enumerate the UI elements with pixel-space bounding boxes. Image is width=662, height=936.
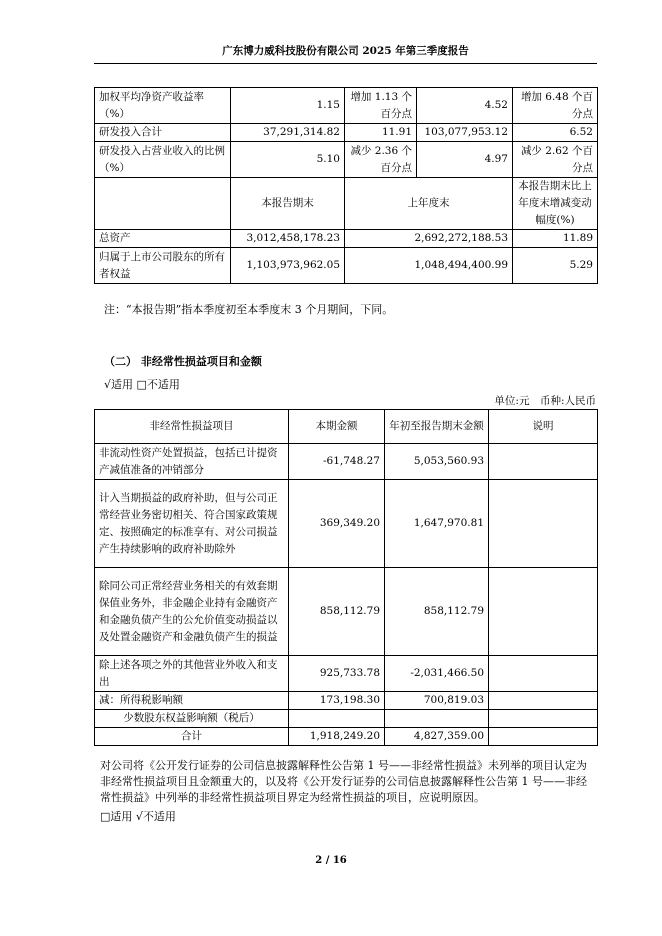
col-header-item: 非经常性损益项目 xyxy=(95,410,289,444)
item-cell: 除上述各项之外的其他营业外收入和支出 xyxy=(95,656,289,692)
cell-ytd: 4.97 xyxy=(417,142,513,178)
cell-current: 5.10 xyxy=(231,142,345,178)
col-header-prev: 上年度末 xyxy=(345,178,513,230)
table-row xyxy=(95,480,598,568)
table-row xyxy=(95,710,598,728)
financial-indicators-table xyxy=(94,87,598,284)
cell-current: 3,012,458,178.23 xyxy=(231,230,345,248)
desc-cell xyxy=(489,656,598,692)
table-row xyxy=(95,444,598,480)
ytd-cell xyxy=(385,710,489,728)
item-cell: 合计 xyxy=(95,728,289,746)
desc-cell xyxy=(489,692,598,710)
current-cell: 858,112.79 xyxy=(289,568,385,656)
row-label: 研发投入合计 xyxy=(95,124,231,142)
ytd-cell: 700,819.03 xyxy=(385,692,489,710)
ytd-cell: 1,647,970.81 xyxy=(385,480,489,568)
current-cell: -61,748.27 xyxy=(289,444,385,480)
cell-current: 1.15 xyxy=(231,88,345,124)
col-header-current: 本报告期末 xyxy=(231,178,345,230)
cell-prev: 2,692,272,188.53 xyxy=(345,230,513,248)
desc-cell xyxy=(489,480,598,568)
cell-change: 5.29 xyxy=(513,248,598,284)
cell-current: 1,103,973,962.05 xyxy=(231,248,345,284)
row-label: 总资产 xyxy=(95,230,231,248)
current-cell: 925,733.78 xyxy=(289,656,385,692)
header-rule xyxy=(94,63,597,64)
ytd-cell: -2,031,466.50 xyxy=(385,656,489,692)
item-cell: 计入当期损益的政府补助，但与公司正常经营业务密切相关、符合国家政策规定、按照确定的标准享有、对公司损益产生持续影响的政府补助除外 xyxy=(95,480,289,568)
current-cell xyxy=(289,710,385,728)
current-cell: 173,198.30 xyxy=(289,692,385,710)
explanation-paragraph: 对公司将《公开发行证券的公司信息披露解释性公告第 1 号——非经常性损益》未列举的项目认定为非经常性损益项目且金额重大的，以及将《公开发行证券的公司信息披露解释性公告第 1 号——非经常性损益》中列举的非经常性损益项目界定为经常性损益的项目，应说明原因。 xyxy=(100,759,587,804)
section-title: （二） 非经常性损益项目和金额 xyxy=(104,355,262,368)
cell-prev: 1,048,494,400.99 xyxy=(345,248,513,284)
row-label: 归属于上市公司股东的所有者权益 xyxy=(95,248,231,284)
unit-currency-line: 单位:元 币种:人民币 xyxy=(494,395,596,407)
desc-cell xyxy=(489,710,598,728)
cell-current: 37,291,314.82 xyxy=(231,124,345,142)
table-row xyxy=(95,568,598,656)
table-row xyxy=(95,142,598,178)
table-row xyxy=(95,692,598,710)
cell-change: 11.89 xyxy=(513,230,598,248)
current-cell: 369,349.20 xyxy=(289,480,385,568)
current-cell: 1,918,249.20 xyxy=(289,728,385,746)
table-total-row xyxy=(95,728,598,746)
col-header-desc: 说明 xyxy=(489,410,598,444)
desc-cell xyxy=(489,728,598,746)
ytd-cell: 4,827,359.00 xyxy=(385,728,489,746)
table-row xyxy=(95,656,598,692)
page-header: 广东博力威科技股份有限公司 2025 年第三季度报告 xyxy=(222,45,469,57)
table-header-row xyxy=(95,410,598,444)
desc-cell xyxy=(489,568,598,656)
page-number: 2 / 16 xyxy=(315,855,347,866)
cell-ytd: 103,077,953.12 xyxy=(417,124,513,142)
col-header-change: 本报告期末比上年度末增减变动幅度(%) xyxy=(513,178,598,230)
desc-cell xyxy=(489,444,598,480)
row-label: 加权平均净资产收益率（%） xyxy=(95,88,231,124)
applicability-checkbox: □适用 √不适用 xyxy=(100,810,176,823)
cell-ytd: 4.52 xyxy=(417,88,513,124)
table-row xyxy=(95,88,598,124)
footnote: 注：“本报告期”指本季度初至本季度末 3 个月期间，下同。 xyxy=(104,303,394,316)
applicability-checkbox: √适用 □不适用 xyxy=(104,378,180,391)
item-cell: 非流动性资产处置损益，包括已计提资产减值准备的冲销部分 xyxy=(95,444,289,480)
cell-ytd-change: 6.52 xyxy=(513,124,598,142)
cell-change: 增加 1.13 个百分点 xyxy=(345,88,417,124)
ytd-cell: 858,112.79 xyxy=(385,568,489,656)
cell-change: 减少 2.36 个百分点 xyxy=(345,142,417,178)
cell-ytd-change: 减少 2.62 个百分点 xyxy=(513,142,598,178)
ytd-cell: 5,053,560.93 xyxy=(385,444,489,480)
col-header-current: 本期金额 xyxy=(289,410,385,444)
table-row xyxy=(95,230,598,248)
cell-change: 11.91 xyxy=(345,124,417,142)
non-recurring-items-table xyxy=(94,409,598,746)
item-cell: 除同公司正常经营业务相关的有效套期保值业务外，非金融企业持有金融资产和金融负债产生的公允价值变动损益以及处置金融资产和金融负债产生的损益 xyxy=(95,568,289,656)
row-label: 研发投入占营业收入的比例（%） xyxy=(95,142,231,178)
table-row xyxy=(95,124,598,142)
table-subheader-row xyxy=(95,178,598,230)
col-header-ytd: 年初至报告期末金额 xyxy=(385,410,489,444)
table-row xyxy=(95,248,598,284)
item-cell: 少数股东权益影响额（税后） xyxy=(95,710,289,728)
item-cell: 减：所得税影响额 xyxy=(95,692,289,710)
empty-cell xyxy=(95,178,231,230)
cell-ytd-change: 增加 6.48 个百分点 xyxy=(513,88,598,124)
